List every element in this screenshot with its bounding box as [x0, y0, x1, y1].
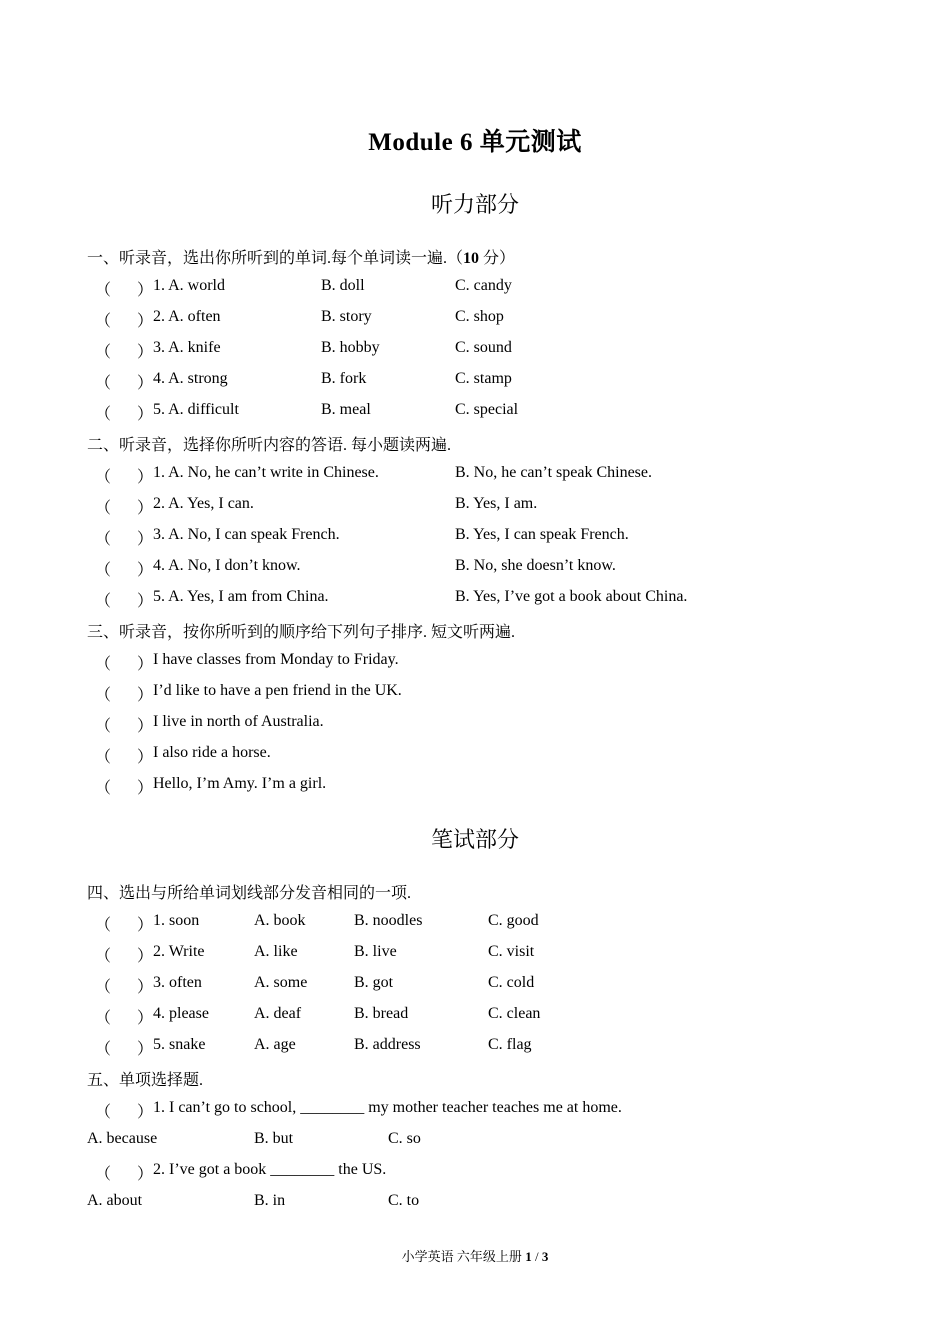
- option-b: B. fork: [321, 370, 367, 387]
- option-c: C. flag: [488, 1036, 532, 1053]
- answer-paren-open: （: [95, 500, 112, 517]
- answer-paren-open: （: [95, 656, 112, 673]
- option-c: C. to: [388, 1192, 420, 1209]
- footer-text: 小学英语 六年级上册: [401, 1249, 526, 1264]
- option-a: 2. A. Yes, I can.: [153, 495, 254, 512]
- listening-heading: 听力部分: [430, 192, 519, 217]
- answer-paren-close: ）: [137, 948, 154, 965]
- option-b: B. No, she doesn’t know.: [455, 557, 616, 574]
- option-c: C. good: [488, 912, 539, 929]
- option-b: B. but: [254, 1130, 294, 1147]
- option-b: B. got: [354, 974, 394, 991]
- answer-paren-close: ）: [137, 687, 154, 704]
- answer-paren-close: ）: [137, 1010, 154, 1027]
- question-option-a: 2. A. often: [153, 308, 221, 325]
- option-b: B. noodles: [354, 912, 423, 929]
- answer-paren-close: ）: [137, 1104, 154, 1121]
- answer-paren-close: ）: [137, 562, 154, 579]
- question-text: 2. I’ve got a book ________ the US.: [153, 1161, 387, 1178]
- answer-paren-open: （: [95, 469, 112, 486]
- option-c: C. stamp: [455, 370, 512, 387]
- answer-paren-open: （: [95, 406, 112, 423]
- question-option-a: 1. A. world: [153, 277, 225, 294]
- answer-paren-open: （: [95, 1010, 112, 1027]
- option-a: 4. A. No, I don’t know.: [153, 557, 301, 574]
- footer-page-number: 1: [525, 1249, 532, 1264]
- answer-paren-open: （: [95, 1041, 112, 1058]
- part2-heading: 二、听录音，选择你所听内容的答语. 每小题读两遍.: [87, 437, 452, 454]
- footer-total-pages: 3: [541, 1249, 549, 1264]
- question-option-a: 5. A. difficult: [153, 401, 239, 418]
- option-a: A. book: [254, 912, 306, 929]
- option-b: B. live: [354, 943, 397, 960]
- answer-paren-open: （: [95, 749, 112, 766]
- option-b: B. Yes, I can speak French.: [455, 526, 629, 543]
- answer-paren-close: ）: [137, 979, 154, 996]
- answer-paren-close: ）: [137, 500, 154, 517]
- option-c: C. cold: [488, 974, 535, 991]
- option-a: A. about: [87, 1192, 143, 1209]
- answer-paren-open: （: [95, 979, 112, 996]
- option-a: A. deaf: [254, 1005, 302, 1022]
- answer-paren-close: ）: [137, 718, 154, 735]
- answer-paren-open: （: [95, 282, 112, 299]
- question-text: 1. I can’t go to school, ________ my mother teacher teaches me at home.: [153, 1099, 622, 1116]
- answer-paren-open: （: [95, 718, 112, 735]
- option-b: B. in: [254, 1192, 286, 1209]
- answer-paren-close: ）: [137, 375, 154, 392]
- answer-paren-close: ）: [137, 344, 154, 361]
- option-c: C. clean: [488, 1005, 541, 1022]
- writing-heading: 笔试部分: [430, 827, 519, 852]
- option-b: B. No, he can’t speak Chinese.: [455, 464, 652, 481]
- sentence-text: I also ride a horse.: [153, 744, 271, 761]
- option-a: A. like: [254, 943, 298, 960]
- option-b: B. Yes, I’ve got a book about China.: [455, 588, 688, 605]
- answer-paren-open: （: [95, 917, 112, 934]
- answer-paren-close: ）: [137, 1166, 154, 1183]
- answer-paren-open: （: [95, 687, 112, 704]
- sentence-text: I have classes from Monday to Friday.: [153, 651, 399, 668]
- answer-paren-close: ）: [137, 593, 154, 610]
- option-b: B. story: [321, 308, 372, 325]
- footer-separator: /: [531, 1249, 542, 1264]
- given-word: 1. soon: [153, 912, 200, 929]
- given-word: 5. snake: [153, 1036, 206, 1053]
- part1-points: 10: [463, 250, 480, 267]
- given-word: 2. Write: [153, 943, 205, 960]
- answer-paren-close: ）: [137, 531, 154, 548]
- answer-paren-close: ）: [137, 1041, 154, 1058]
- part4-heading: 四、选出与所给单词划线部分发音相同的一项.: [87, 885, 412, 902]
- part3-heading: 三、听录音，按你所听到的顺序给下列句子排序. 短文听两遍.: [87, 624, 516, 641]
- option-b: B. bread: [354, 1005, 409, 1022]
- option-a: 3. A. No, I can speak French.: [153, 526, 340, 543]
- option-b: B. hobby: [321, 339, 380, 356]
- answer-paren-open: （: [95, 375, 112, 392]
- option-c: C. visit: [488, 943, 535, 960]
- answer-paren-open: （: [95, 593, 112, 610]
- part1-heading: [87, 245, 515, 268]
- part1-heading-text: 一、听录音，选出你所听到的单词.每个单词读一遍.（: [87, 250, 464, 267]
- page-title: Module 6 单元测试: [368, 129, 582, 156]
- answer-paren-open: （: [95, 1104, 112, 1121]
- option-b: B. Yes, I am.: [455, 495, 538, 512]
- option-a: 1. A. No, he can’t write in Chinese.: [153, 464, 379, 481]
- sentence-text: I live in north of Australia.: [153, 713, 324, 730]
- given-word: 4. please: [153, 1005, 209, 1022]
- page-footer: [0, 1246, 950, 1265]
- answer-paren-open: （: [95, 531, 112, 548]
- answer-paren-close: ）: [137, 469, 154, 486]
- option-c: C. so: [388, 1130, 421, 1147]
- option-c: C. shop: [455, 308, 504, 325]
- option-c: C. sound: [455, 339, 512, 356]
- given-word: 3. often: [153, 974, 202, 991]
- part1-heading-tail: 分）: [479, 250, 516, 267]
- answer-paren-close: ）: [137, 656, 154, 673]
- answer-paren-open: （: [95, 1166, 112, 1183]
- option-a: A. some: [254, 974, 308, 991]
- question-option-a: 3. A. knife: [153, 339, 221, 356]
- option-b: B. address: [354, 1036, 421, 1053]
- sentence-text: Hello, I’m Amy. I’m a girl.: [153, 775, 327, 792]
- option-a: A. because: [87, 1130, 158, 1147]
- option-b: B. meal: [321, 401, 371, 418]
- answer-paren-open: （: [95, 344, 112, 361]
- option-c: C. special: [455, 401, 519, 418]
- answer-paren-close: ）: [137, 313, 154, 330]
- option-c: C. candy: [455, 277, 512, 294]
- option-b: B. doll: [321, 277, 365, 294]
- answer-paren-open: （: [95, 313, 112, 330]
- answer-paren-open: （: [95, 948, 112, 965]
- answer-paren-open: （: [95, 562, 112, 579]
- part5-heading: 五、单项选择题.: [87, 1072, 204, 1089]
- answer-paren-close: ）: [137, 780, 154, 797]
- question-option-a: 4. A. strong: [153, 370, 228, 387]
- option-a: A. age: [254, 1036, 296, 1053]
- answer-paren-close: ）: [137, 749, 154, 766]
- answer-paren-close: ）: [137, 406, 154, 423]
- option-a: 5. A. Yes, I am from China.: [153, 588, 329, 605]
- answer-paren-open: （: [95, 780, 112, 797]
- answer-paren-close: ）: [137, 917, 154, 934]
- answer-paren-close: ）: [137, 282, 154, 299]
- sentence-text: I’d like to have a pen friend in the UK.: [153, 682, 402, 699]
